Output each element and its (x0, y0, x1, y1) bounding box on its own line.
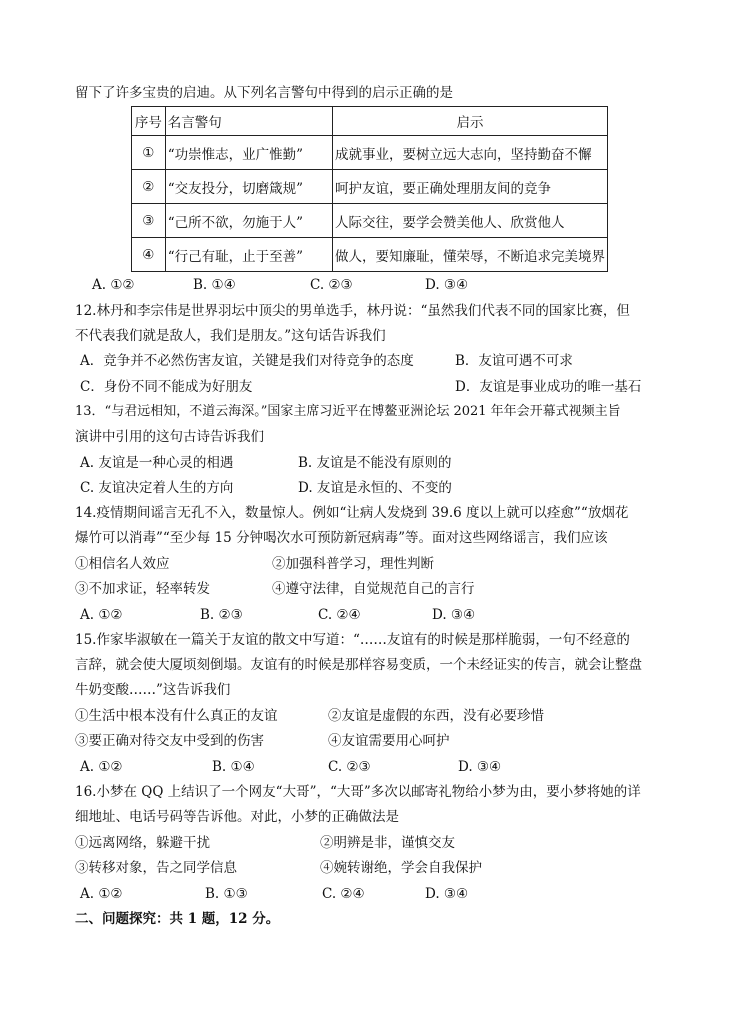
q14-option-d: D. ③④ (432, 607, 476, 623)
q12-option-a: A．竞争并不必然伤害友谊，关键是我们对待竞争的态度 (80, 353, 414, 369)
q14-item-3: ③不加求证，轻率转发 (75, 581, 210, 597)
q13-option-d: D. 友谊是永恒的、不变的 (298, 480, 452, 496)
q14-item-1: ①相信名人效应 (75, 556, 170, 572)
table-row (132, 204, 608, 238)
q11-option-c: C. ②③ (310, 277, 353, 293)
section-heading: 二、问题探究：共 1 题，12 分。 (75, 911, 280, 927)
q11-option-d: D. ③④ (425, 277, 469, 293)
q12-stem-line2: 不代表我们就是敌人，我们是朋友。”这句话告诉我们 (75, 328, 386, 344)
q16-stem-line2: 细地址、电话号码等告诉他。对此，小梦的正确做法是 (75, 809, 399, 825)
q15-option-c: C. ②③ (328, 759, 371, 775)
row-maxim: “功崇惟志，业广惟勤” (165, 136, 332, 170)
row-maxim: “行己有耻，止于至善” (165, 238, 332, 272)
q14-option-c: C. ②④ (318, 607, 361, 623)
table-row (132, 238, 608, 272)
header-insight: 启示 (333, 107, 608, 136)
row-insight: 呵护友谊，要正确处理朋友间的竞争 (333, 170, 608, 204)
q16-item-3: ③转移对象，告之同学信息 (75, 860, 237, 876)
q12-stem-line1: 12.林丹和李宗伟是世界羽坛中顶尖的男单选手，林丹说：“虽然我们代表不同的国家比赛，但 (75, 303, 630, 319)
q16-item-2: ②明辨是非，谨慎交友 (320, 835, 455, 851)
q13-stem-line2: 演讲中引用的这句古诗告诉我们 (75, 429, 264, 445)
q16-stem-line1: 16.小梦在 QQ 上结识了一个网友“大哥”，“大哥”多次以邮寄礼物给小梦为由，要小梦将她的详 (75, 784, 641, 800)
row-insight: 做人，要知廉耻，懂荣辱，不断追求完美境界 (333, 238, 608, 272)
q15-option-a: A. ①② (80, 759, 123, 775)
table-row (132, 170, 608, 204)
q13-stem-line1: 13．“与君远相知，不道云海深。”国家主席习近平在博鳌亚洲论坛 2021 年年会开幕式视频主旨 (75, 404, 621, 419)
row-insight: 成就事业，要树立远大志向，坚持勤奋不懈 (333, 136, 608, 170)
q14-item-2: ②加强科普学习，理性判断 (272, 556, 434, 572)
q14-item-4: ④遵守法律，自觉规范自己的言行 (272, 581, 475, 597)
header-index: 序号 (132, 107, 166, 136)
q15-option-b: B. ①④ (212, 759, 255, 775)
row-index: ④ (132, 238, 166, 272)
q13-option-b: B. 友谊是不能没有原则的 (298, 455, 452, 471)
q14-stem-line1: 14.疫情期间谣言无孔不入，数量惊人。例如“让病人发烧到 39.6 度以上就可以痊愈”“放烟花 (75, 505, 629, 521)
q16-item-1: ①远离网络，躲避干扰 (75, 835, 210, 851)
q15-item-4: ④友谊需要用心呵护 (328, 733, 450, 749)
row-maxim: “己所不欲，勿施于人” (165, 204, 332, 238)
table-row (132, 136, 608, 170)
q11-option-b: B. ①④ (193, 277, 236, 293)
row-maxim: “交友投分，切磨箴规” (165, 170, 332, 204)
intro-line: 留下了许多宝贵的启迪。从下列名言警句中得到的启示正确的是 (75, 85, 453, 101)
row-index: ③ (132, 204, 166, 238)
row-index: ① (132, 136, 166, 170)
row-index: ② (132, 170, 166, 204)
maxim-table (131, 106, 608, 272)
row-insight: 人际交往，要学会赞美他人、欣赏他人 (333, 204, 608, 238)
q13-option-c: C. 友谊决定着人生的方向 (80, 480, 234, 496)
q12-option-d: D．友谊是事业成功的唯一基石 (455, 379, 642, 395)
q12-option-c: C．身份不同不能成为好朋友 (80, 379, 253, 395)
q16-item-4: ④婉转谢绝，学会自我保护 (320, 860, 482, 876)
q16-option-c: C. ②④ (322, 886, 365, 902)
q15-item-1: ①生活中根本没有什么真正的友谊 (75, 708, 278, 724)
q15-item-2: ②友谊是虚假的东西，没有必要珍惜 (328, 708, 544, 724)
header-maxim: 名言警句 (165, 107, 332, 136)
q14-option-a: A. ①② (80, 607, 123, 623)
table-header-row (132, 107, 608, 136)
q14-option-b: B. ②③ (200, 607, 243, 623)
q15-option-d: D. ③④ (458, 759, 502, 775)
q15-stem-line2: 言辞，就会使大厦顷刻倒塌。友谊有的时候是那样容易变质，一个未经证实的传言，就会让整盘 (75, 657, 642, 673)
q15-stem-line3: 牛奶变酸……”这告诉我们 (75, 682, 231, 698)
q11-option-a: A. ①② (92, 277, 135, 293)
q16-option-b: B. ①③ (205, 886, 248, 902)
q16-option-a: A. ①② (80, 886, 123, 902)
q16-option-d: D. ③④ (425, 886, 469, 902)
q12-option-b: B．友谊可遇不可求 (455, 353, 573, 369)
q15-item-3: ③要正确对待交友中受到的伤害 (75, 733, 264, 749)
q14-stem-line2: 爆竹可以消毒”“至少每 15 分钟喝次水可预防新冠病毒”等。面对这些网络谣言，我们应该 (75, 530, 608, 546)
q13-option-a: A. 友谊是一种心灵的相遇 (80, 455, 234, 471)
q15-stem-line1: 15.作家毕淑敏在一篇关于友谊的散文中写道：“……友谊有的时候是那样脆弱，一句不经意的 (75, 632, 630, 648)
